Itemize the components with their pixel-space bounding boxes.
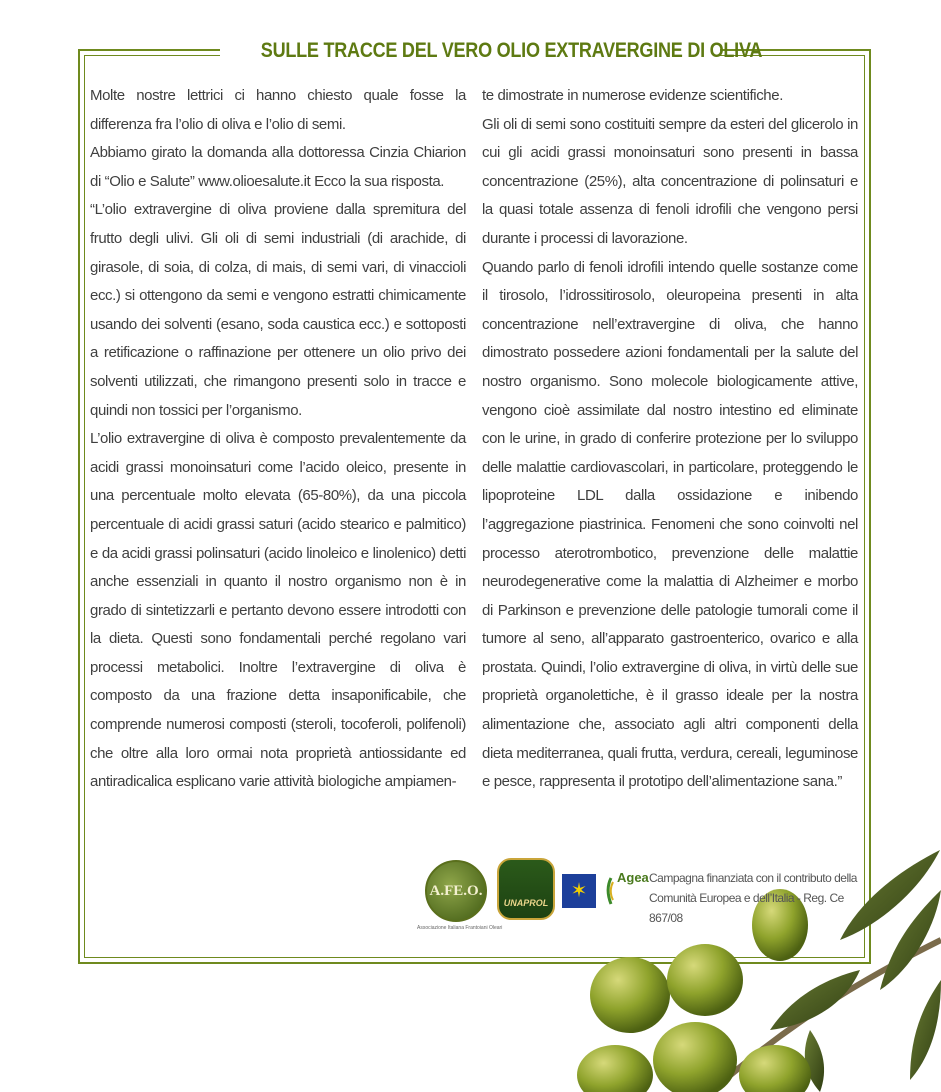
right-column xyxy=(482,82,858,797)
paragraph: Abbiamo girato la domanda alla dottoressa Cinzia Chiarion di “Olio e Salute” www.olioesalute.it Ecco la sua risposta. xyxy=(90,144,466,190)
paragraph: Molte nostre lettrici ci hanno chiesto quale fosse la differenza fra l’olio di oliva e l’olio di semi. xyxy=(90,87,466,133)
unaprol-logo-text: UNAPROL xyxy=(503,898,549,908)
eu-flag-icon: ✶ xyxy=(562,874,596,908)
agea-mark-icon xyxy=(605,876,617,906)
page-title: SULLE TRACCE DEL VERO OLIO EXTRAVERGINE DI OLIVA xyxy=(260,39,763,62)
left-column xyxy=(90,82,466,797)
agea-logo-text: Agea xyxy=(617,870,649,885)
paragraph: “L’olio extravergine di oliva proviene dalla spremitura del frutto degli ulivi. Gli oli di semi industriali (di arachide, di girasole, di soia, di colza, di mais, di semi vari, di vinaccioli ecc.) si ottengono da semi e vengono estratti chimicamente usando dei solventi (esano, soda caustica ecc.) e sottoposti a retificazione o raffinazione per ottenere un olio privo dei solventi utilizzati, che rimangono presenti solo in tracce e quindi non tossici per l’organismo. xyxy=(90,201,466,419)
agea-logo xyxy=(605,870,649,914)
paragraph: te dimostrate in numerose evidenze scientifiche. xyxy=(482,87,783,104)
unaprol-logo xyxy=(497,858,555,920)
sponsor-logos xyxy=(417,858,870,938)
afeo-caption: Associazione Italiana Frantoiani Oleari xyxy=(417,925,503,931)
paragraph: Gli oli di semi sono costituiti sempre da esteri del glicerolo in cui gli acidi grassi monoinsaturi sono presenti in bassa concentrazione (25%), alta concentrazione di polinsaturi e la quasi totale assenza di fenoli idrofili che vengono persi durante i processi di lavorazione. xyxy=(482,115,858,247)
afeo-logo-text: A.FE.O. xyxy=(429,882,483,899)
title-container xyxy=(220,36,763,66)
paragraph: L’olio extravergine di oliva è composto prevalentemente da acidi grassi monoinsaturi come l’acido oleico, presente in una percentuale molto elevata (65-80%), da una piccola percentuale di acidi grassi saturi (acido stearico e palmitico) e da acidi grassi polinsaturi (acido linoleico e linolenico) detti anche essenziali in quanto il nostro organismo non è in grado di sintetizzarli e pertanto devono essere introdotti con la dieta. Questi sono fondamentali perché regolano vari processi metabolici. Inoltre l’extravergine di oliva è composto da una frazione detta insaponificabile, che comprende numerosi composti (steroli, tocoferoli, polifenoli) che oltre alla loro ormai nota proprietà antiossidante ed antiradicalica esplicano varie attività biologiche ampiamen- xyxy=(90,430,466,791)
campaign-note: Campagna finanziata con il contributo della Comunità Europea e dell’Italia - Reg. Ce 867/08 xyxy=(649,871,857,925)
afeo-logo xyxy=(425,860,487,922)
paragraph: Quando parlo di fenoli idrofili intendo quelle sostanze come il tirosolo, l’idrossitirosolo, oleuropeina presenti in alta concentrazione nell’extravergine di oliva, che hanno dimostrato possedere azioni fondamentali per la salute del nostro organismo. Sono molecole biologicamente attive, vengono cioè assimilate dal nostro intestino ed eliminate con le urine, in grado di conferire protezione per lo sviluppo delle malattie cardiovascolari, in particolare, proteggendo le lipoproteine LDL dalla ossidazione e inibendo l’aggregazione piastrinica. Fenomeni che sono coinvolti nel processo aterotrombotico, prevenzione delle malattie neurodegenerative come la malattia di Alzheimer e morbo di Parkinson e prevenzione delle patologie tumorali come il tumore al seno, all’apparato gastroenterico, ovarico e alla prostata. Quindi, l’olio extravergine di oliva, in virtù delle sue proprietà organolettiche, è il grasso ideale per la nostra alimentazione che, associato agli altri componenti della dieta mediterranea, quali frutta, verdura, cereali, leguminose e pesce, rappresenta il prototipo dell’alimentazione sana.” xyxy=(482,258,858,791)
